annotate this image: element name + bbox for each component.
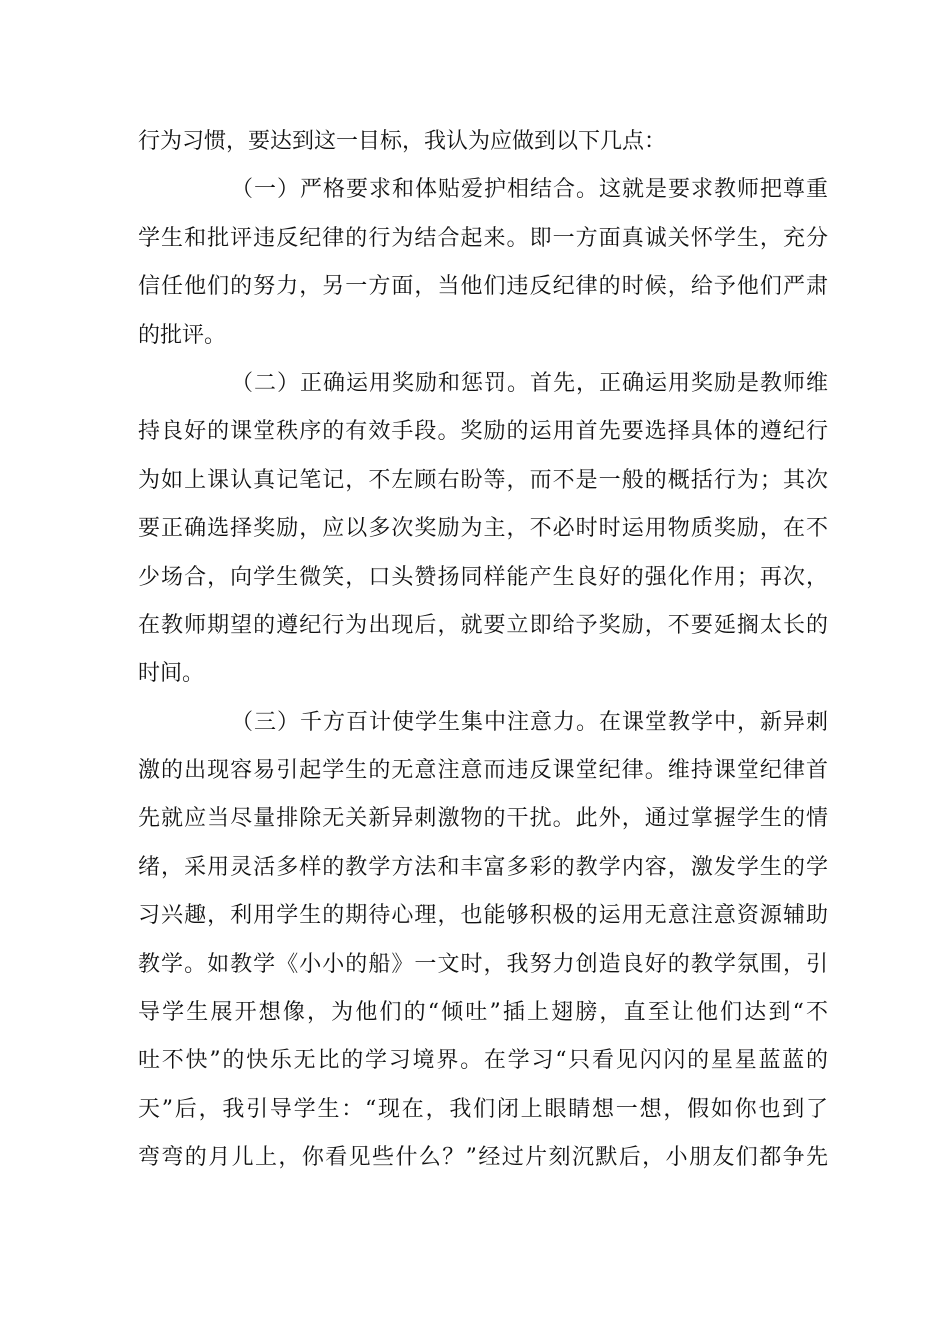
text-line: 少场合，向学生微笑，口头赞扬同样能产生良好的强化作用；再次，	[138, 564, 830, 590]
text-line: 绪，采用灵活多样的教学方法和丰富多彩的教学内容，激发学生的学	[138, 854, 830, 880]
text-line: 学生和批评违反纪律的行为结合起来。即一方面真诚关怀学生，充分	[138, 225, 830, 251]
text-line: 先就应当尽量排除无关新异刺激物的干扰。此外，通过掌握学生的情	[138, 806, 830, 832]
text-line: 行为习惯，要达到这一目标，我认为应做到以下几点：	[138, 129, 667, 154]
text-line: 导学生展开想像，为他们的“倾吐”插上翅膀，直至让他们达到“不	[138, 1000, 831, 1026]
text-line: 的批评。	[138, 322, 227, 348]
text-line: 要正确选择奖励，应以多次奖励为主，不必时时运用物质奖励，在不	[138, 516, 830, 542]
text-line: 吐不快”的快乐无比的学习境界。在学习“只看见闪闪的星星蓝蓝的	[138, 1048, 830, 1074]
paragraph-heading-line: （三）千方百计使学生集中注意力。在课堂教学中，新异刺	[231, 709, 829, 735]
text-line: 信任他们的努力，另一方面，当他们违反纪律的时候，给予他们严肃	[138, 274, 830, 300]
text-line: 在教师期望的遵纪行为出现后，就要立即给予奖励，不要延搁太长的	[138, 612, 830, 638]
text-line: 天”后，我引导学生：“现在，我们闭上眼睛想一想，假如你也到了	[138, 1096, 830, 1122]
text-line: 激的出现容易引起学生的无意注意而违反课堂纪律。维持课堂纪律首	[138, 758, 830, 784]
text-line: 教学。如教学《小小的船》一文时，我努力创造良好的教学氛围，引	[138, 951, 830, 977]
text-line: 持良好的课堂秩序的有效手段。奖励的运用首先要选择具体的遵纪行	[138, 419, 830, 445]
paragraph-heading-line: （二）正确运用奖励和惩罚。首先，正确运用奖励是教师维	[231, 370, 829, 396]
text-line: 弯弯的月儿上，你看见些什么？”经过片刻沉默后，小朋友们都争先	[138, 1145, 830, 1171]
text-line: 习兴趣，利用学生的期待心理，也能够积极的运用无意注意资源辅助	[138, 903, 830, 929]
text-line: 为如上课认真记笔记，不左顾右盼等，而不是一般的概括行为；其次	[138, 467, 830, 493]
text-line: 时间。	[138, 661, 205, 687]
document-body	[138, 118, 831, 1183]
paragraph-heading-line: （一）严格要求和体贴爱护相结合。这就是要求教师把尊重	[231, 177, 829, 203]
